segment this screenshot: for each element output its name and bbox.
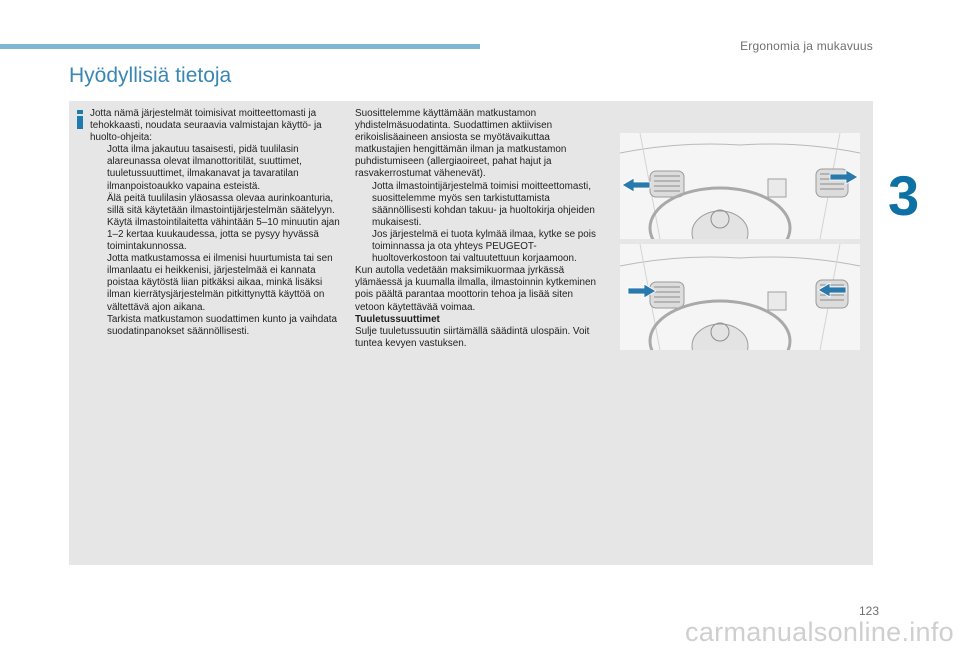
left-column bbox=[90, 108, 340, 338]
list-item: Jotta matkustamossa ei ilmenisi huurtumista tai sen ilmanlaatu ei heikkenisi, järjestelmää ei kannata poistaa käytöstä liian pitkäksi aikaa, minkä lisäksi ilman kierrätysjärjestelmän pitkittynyttä käyttöä on vältettävä ajon aikana. bbox=[107, 253, 333, 313]
left-intro: Jotta nämä järjestelmät toimisivat moitteettomasti ja tehokkaasti, noudata seuraavia valmistajan käyttö- ja huolto-ohjeita: bbox=[90, 108, 322, 144]
towing-paragraph: Kun autolla vedetään maksimikuormaa jyrkässä ylämäessä ja kuumalla ilmalla, ilmastoinnin kytkeminen pois päältä parantaa moottorin tehoa ja lisää siten vetoon käytettävää voimaa. bbox=[355, 265, 596, 313]
list-item: Käytä ilmastointilaitetta vähintään 5–10 minuutin ajan 1–2 kertaa kuukaudessa, jotta se pysyy hyvässä toimintakunnossa. bbox=[107, 216, 340, 253]
list-item: Jotta ilma jakautuu tasaisesti, pidä tuulilasin alareunassa olevat ilmanottoritilät, suuttimet, tuuletussuuttimet, ilmakanavat ja tavaratilan ilmanpoistoaukko vapaina esteistä. bbox=[107, 144, 302, 192]
top-accent-bar bbox=[0, 44, 480, 49]
section-header: Ergonomia ja mukavuus bbox=[740, 39, 873, 53]
page-number: 123 bbox=[858, 604, 879, 618]
dashboard-illustration bbox=[620, 133, 860, 239]
dashboard-illustration bbox=[620, 244, 860, 350]
right-column bbox=[355, 108, 605, 350]
right-intro: Suosittelemme käyttämään matkustamon yhdistelmäsuodatinta. Suodattimen aktiivisen erikoislisäaineen ansiosta se myötävaikuttaa matkustajien hengittämän ilman ja matkustamon puhdistumiseen (allergiaoireet, pahat hajut ja rasvakerrostumat vähenevät). bbox=[355, 108, 567, 180]
list-item: Jotta ilmastointijärjestelmä toimisi moitteettomasti, suosittelemme myös sen tarkistuttamista säännöllisesti kohdan takuu- ja huoltokirja ohjeiden mukaisesti. bbox=[372, 180, 595, 228]
dashboard-vents-illustration-bottom bbox=[620, 244, 860, 350]
dashboard-vents-illustration-top bbox=[620, 133, 860, 239]
list-item: Jos järjestelmä ei tuota kylmää ilmaa, kytke se pois toiminnassa ja ota yhteys PEUGEOT-huoltoverkostoon tai valtuutettuun korjaamoon. bbox=[372, 228, 596, 265]
info-icon bbox=[76, 110, 84, 129]
watermark: carmanualsonline.info bbox=[685, 617, 954, 647]
list-item: Älä peitä tuulilasin yläosassa olevaa aurinkoanturia, sillä sitä käytetään ilmastointijärjestelmän säätelyyn. bbox=[107, 192, 335, 216]
page-title: Hyödyllisiä tietoja bbox=[69, 64, 232, 87]
vents-paragraph: Sulje tuuletussuutin siirtämällä säädintä ulospäin. Voit tuntea kevyen vastuksen. bbox=[355, 325, 590, 349]
vents-heading: Tuuletussuuttimet bbox=[355, 313, 440, 325]
list-item: Tarkista matkustamon suodattimen kunto ja vaihdata suodatinpanokset säännöllisesti. bbox=[107, 313, 337, 337]
chapter-number: 3 bbox=[888, 164, 920, 227]
